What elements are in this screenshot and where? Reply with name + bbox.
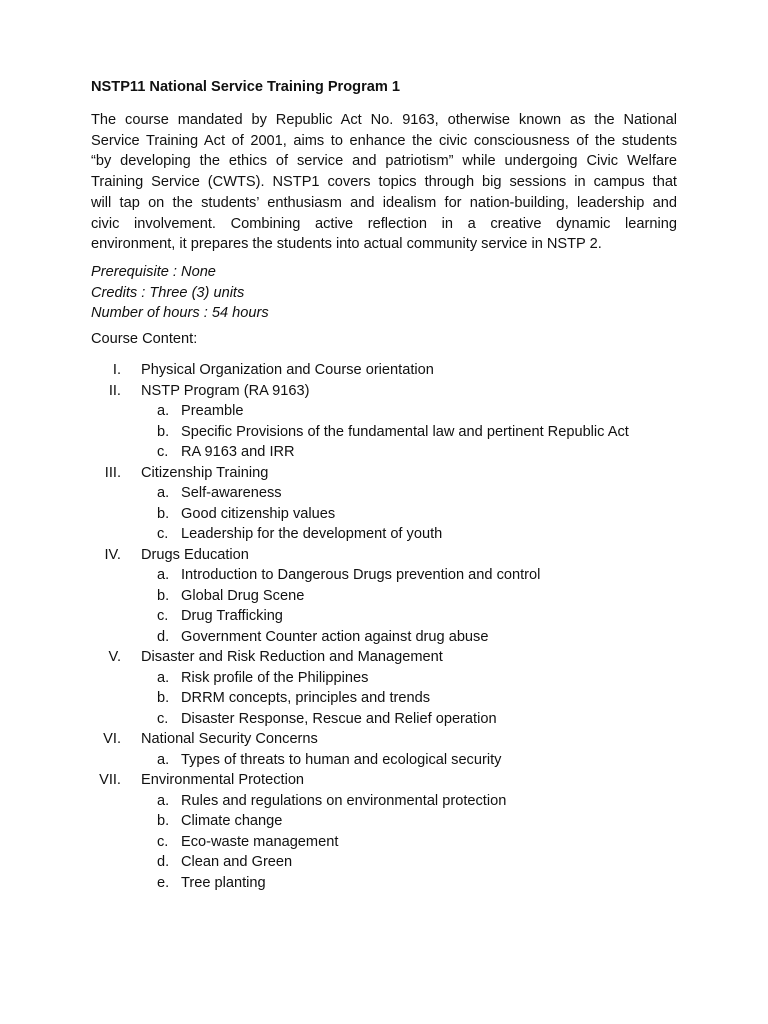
subitem-text: Self-awareness xyxy=(181,485,282,501)
description-line: civic involvement. Combining active reflection in a creative dynamic learning xyxy=(91,215,677,232)
outline-subitem xyxy=(91,422,711,443)
outline-section xyxy=(91,770,711,791)
subitem-letter: b. xyxy=(157,423,170,440)
section-title: Environmental Protection xyxy=(141,772,305,788)
subitem-letter: a. xyxy=(157,792,170,809)
outline-section xyxy=(91,545,711,566)
outline-subitem xyxy=(91,791,711,812)
section-numeral: II. xyxy=(108,382,121,399)
outline-subitem xyxy=(91,688,711,709)
section-title: Drugs Education xyxy=(141,546,249,563)
outline-section xyxy=(91,360,711,381)
outline-subitem xyxy=(91,442,711,463)
subitem-text: DRRM concepts, principles and trends xyxy=(181,690,431,706)
description-line: Training Service (CWTS). NSTP1 covers topics through big sessions in campus that xyxy=(91,174,677,191)
outline-subitem xyxy=(91,606,711,627)
subitem-text: Rules and regulations on environmental protection xyxy=(181,792,507,809)
subitem-letter: c. xyxy=(157,833,169,850)
hours-text: Number of hours : 54 hours xyxy=(91,305,269,322)
subitem-letter: a. xyxy=(157,485,170,501)
subitem-letter: d. xyxy=(157,628,170,645)
subitem-text: Global Drug Scene xyxy=(181,587,305,604)
subitem-letter: d. xyxy=(157,854,170,870)
outline-subitem xyxy=(91,401,711,422)
subitem-text: Disaster Response, Rescue and Relief operation xyxy=(181,710,497,727)
subitem-letter: b. xyxy=(157,505,170,522)
section-numeral: VII. xyxy=(99,772,121,788)
subitem-text: RA 9163 and IRR xyxy=(181,444,295,460)
course-content-outline xyxy=(91,360,711,893)
subitem-letter: b. xyxy=(157,587,170,604)
outline-subitem xyxy=(91,750,711,771)
section-numeral: III. xyxy=(104,464,121,481)
outline-subitem xyxy=(91,873,711,894)
course-content-label: Course Content: xyxy=(91,331,198,347)
outline-subitem xyxy=(91,627,711,648)
section-numeral: V. xyxy=(108,649,121,665)
section-title: Physical Organization and Course orientation xyxy=(141,362,434,378)
outline-subitem xyxy=(91,586,711,607)
description-line: “by developing the ethics of service and patriotism” while undergoing Civic Welfare xyxy=(91,153,677,170)
document-title: NSTP11 National Service Training Program 1 xyxy=(91,79,401,95)
section-numeral: I. xyxy=(112,362,121,378)
subitem-letter: a. xyxy=(157,751,170,768)
description-line: The course mandated by Republic Act No. 9163, otherwise known as the National xyxy=(91,112,677,128)
section-title: National Security Concerns xyxy=(141,731,318,747)
outline-subitem xyxy=(91,852,711,873)
section-title: Disaster and Risk Reduction and Management xyxy=(141,649,443,665)
section-title: NSTP Program (RA 9163) xyxy=(141,382,310,399)
subitem-text: Government Counter action against drug abuse xyxy=(181,628,489,645)
subitem-text: Drug Trafficking xyxy=(181,608,283,624)
subitem-letter: b. xyxy=(157,690,170,706)
subitem-letter: c. xyxy=(157,608,169,624)
outline-subitem xyxy=(91,709,711,730)
outline-subitem xyxy=(91,565,711,586)
subitem-text: Tree planting xyxy=(181,874,266,891)
subitem-text: Climate change xyxy=(181,813,283,829)
subitem-letter: e. xyxy=(157,874,170,891)
subitem-text: Types of threats to human and ecological security xyxy=(181,751,502,768)
subitem-text: Introduction to Dangerous Drugs prevention and control xyxy=(181,567,541,583)
outline-subitem xyxy=(91,668,711,689)
description-line: will tap on the students’ enthusiasm and idealism for nation-building, leadership and xyxy=(91,194,677,211)
subitem-letter: c. xyxy=(157,526,169,542)
subitem-text: Risk profile of the Philippines xyxy=(181,669,369,686)
outline-section xyxy=(91,381,711,402)
outline-section xyxy=(91,729,711,750)
outline-section xyxy=(91,463,711,484)
subitem-text: Specific Provisions of the fundamental law and pertinent Republic Act xyxy=(181,423,629,440)
subitem-text: Clean and Green xyxy=(181,854,293,870)
course-description xyxy=(91,110,677,255)
subitem-text: Eco-waste management xyxy=(181,833,339,850)
course-meta xyxy=(91,262,269,324)
section-numeral: VI. xyxy=(103,731,121,747)
subitem-letter: a. xyxy=(157,403,170,419)
description-line: Service Training Act of 2001, aims to enhance the civic consciousness of the students xyxy=(91,132,677,149)
subitem-letter: a. xyxy=(157,567,170,583)
subitem-letter: c. xyxy=(157,444,169,460)
outline-subitem xyxy=(91,811,711,832)
subitem-letter: a. xyxy=(157,669,170,686)
description-line: environment, it prepares the students into actual community service in NSTP 2. xyxy=(91,236,602,253)
subitem-letter: b. xyxy=(157,813,170,829)
outline-subitem xyxy=(91,832,711,853)
subitem-letter: c. xyxy=(157,710,169,727)
subitem-text: Leadership for the development of youth xyxy=(181,526,443,542)
subitem-text: Good citizenship values xyxy=(181,505,336,522)
outline-section xyxy=(91,647,711,668)
subitem-text: Preamble xyxy=(181,403,244,419)
credits-text: Credits : Three (3) units xyxy=(91,284,245,301)
section-numeral: IV. xyxy=(104,546,121,563)
outline-subitem xyxy=(91,483,711,504)
outline-subitem xyxy=(91,504,711,525)
section-title: Citizenship Training xyxy=(141,464,269,481)
outline-subitem xyxy=(91,524,711,545)
prerequisite-text: Prerequisite : None xyxy=(91,264,216,280)
